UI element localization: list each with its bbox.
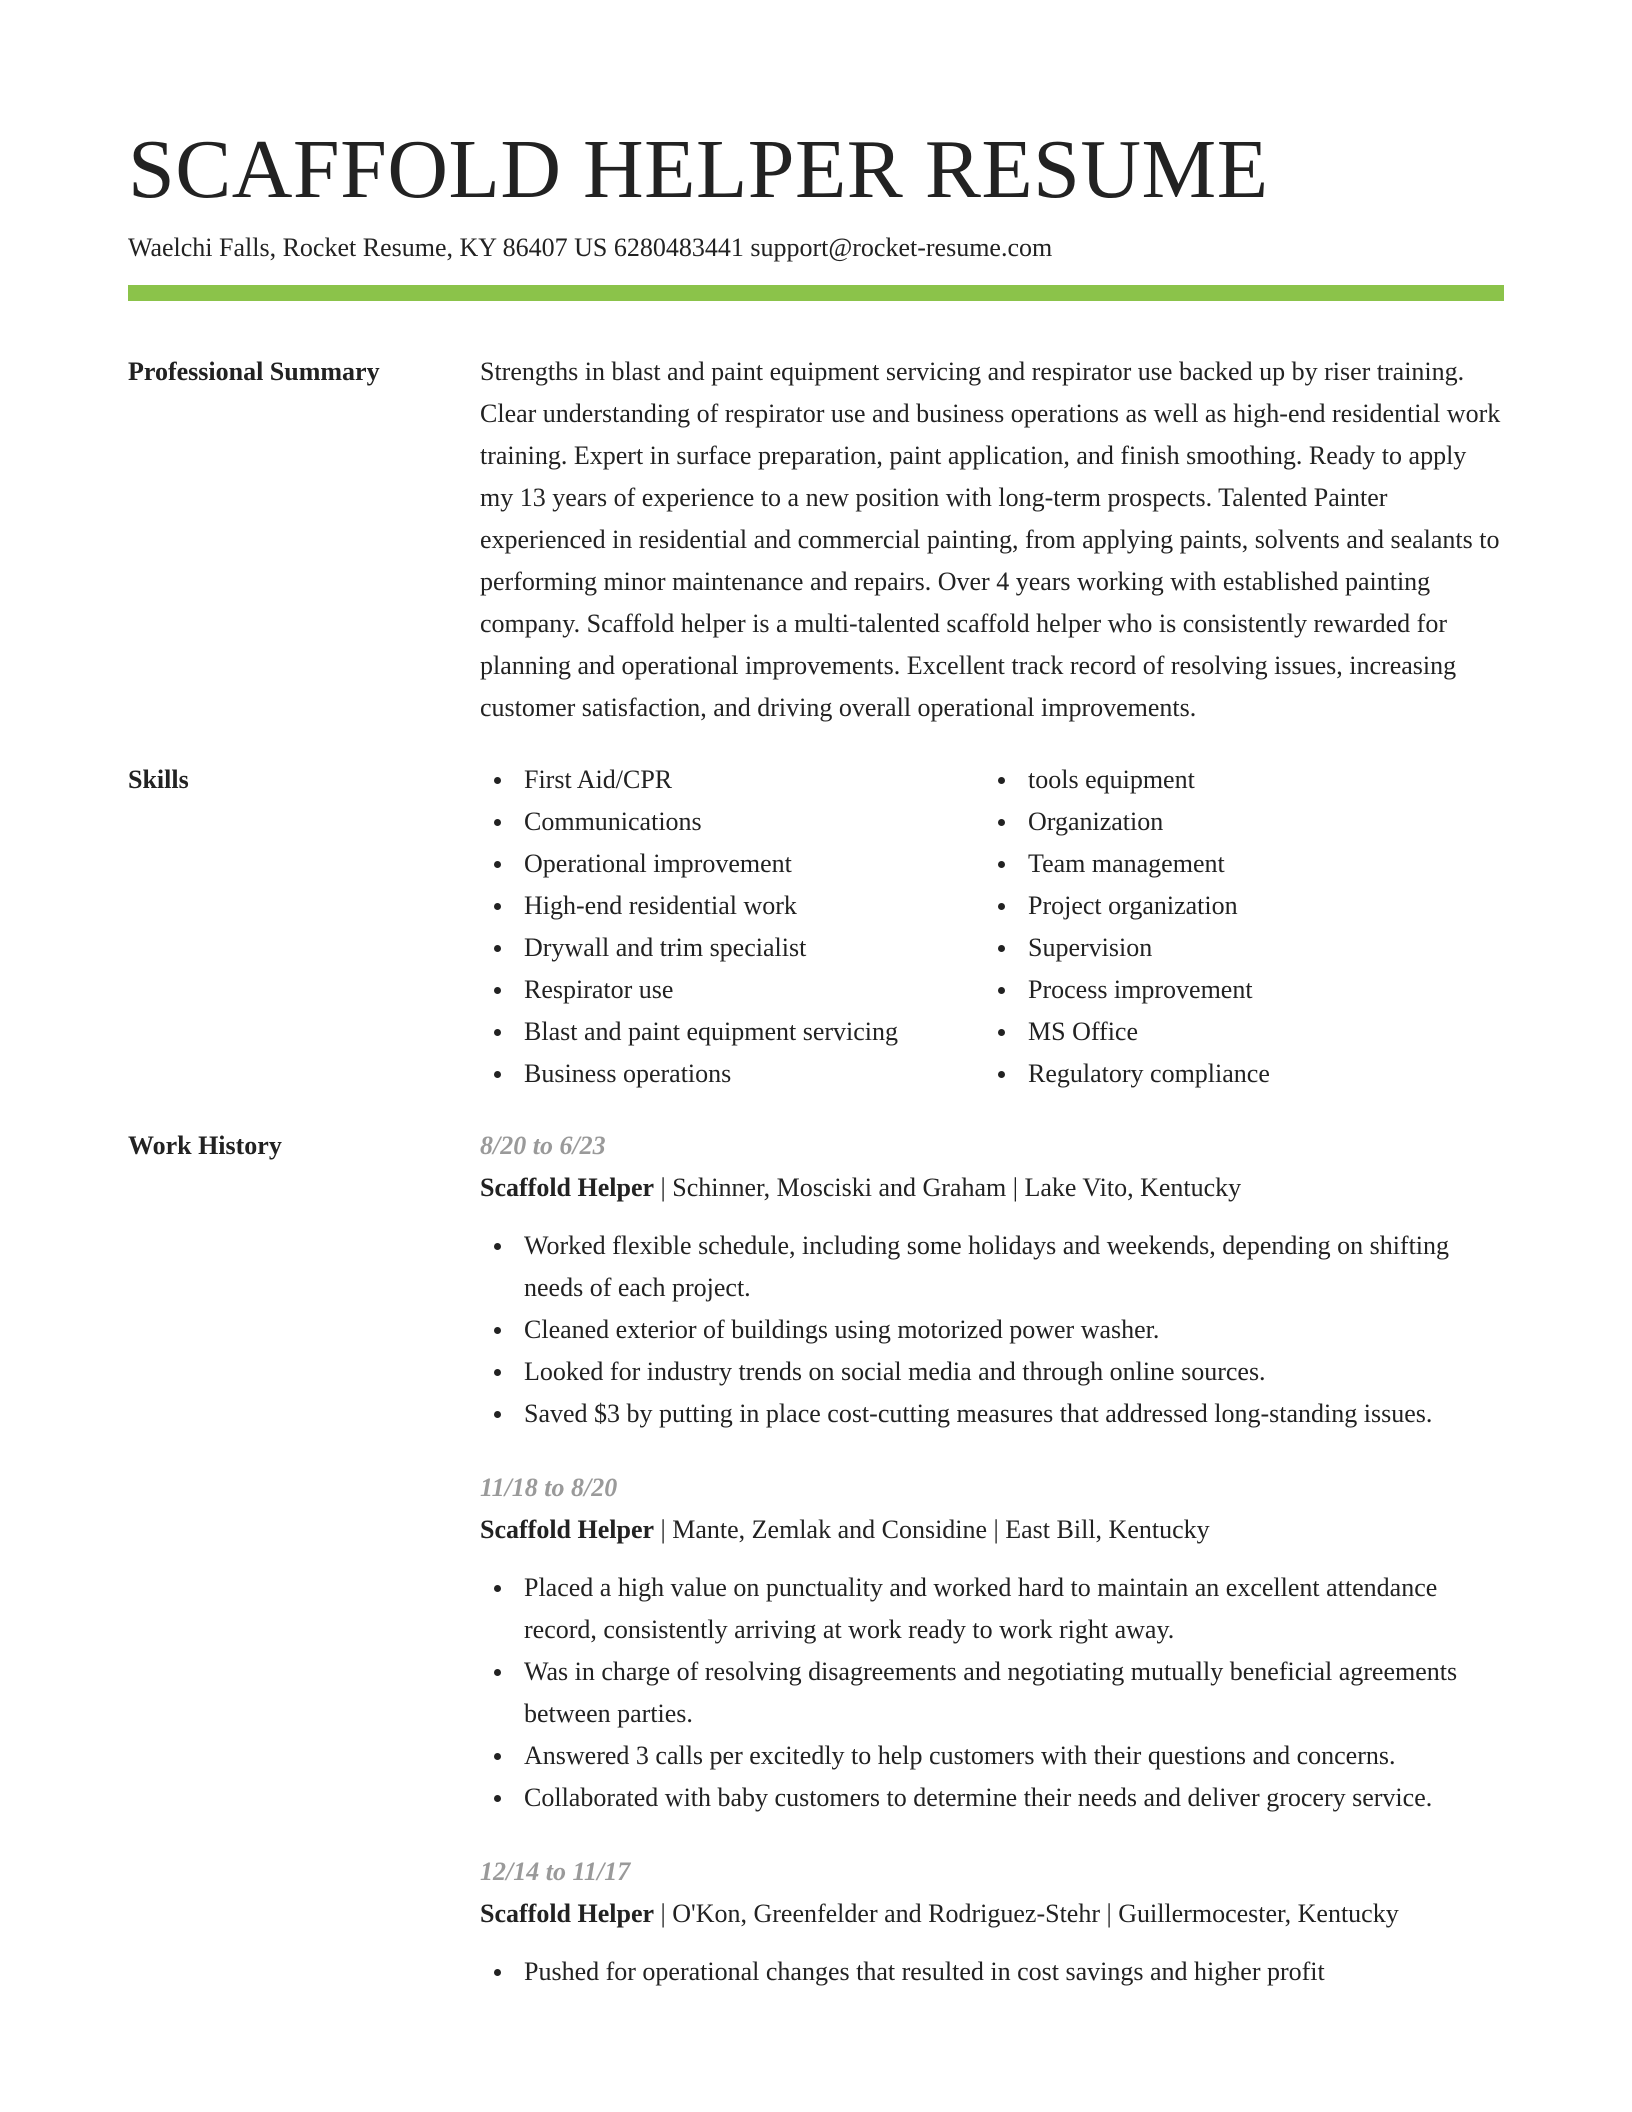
job-bullets xyxy=(480,1225,1504,1435)
skill-item: tools equipment xyxy=(984,759,1488,801)
job-details: | O'Kon, Greenfelder and Rodriguez-Stehr | Guillermocester, Kentucky xyxy=(654,1899,1399,1928)
skill-item: Regulatory compliance xyxy=(984,1053,1488,1095)
skill-item: Respirator use xyxy=(480,969,984,1011)
section-label-summary: Professional Summary xyxy=(128,357,380,386)
job-entry xyxy=(480,1125,1504,1435)
skill-item: Project organization xyxy=(984,885,1488,927)
job-bullet: Looked for industry trends on social media and through online sources. xyxy=(480,1351,1504,1393)
skills-list-right xyxy=(984,759,1488,1095)
section-label-skills: Skills xyxy=(128,765,189,794)
skill-item: Organization xyxy=(984,801,1488,843)
job-bullet: Pushed for operational changes that resulted in cost savings and higher profit xyxy=(480,1951,1504,1993)
section-label-work: Work History xyxy=(128,1131,282,1160)
skill-item: Blast and paint equipment servicing xyxy=(480,1011,984,1053)
skill-item: Supervision xyxy=(984,927,1488,969)
job-heading xyxy=(480,1167,1504,1209)
job-bullet: Answered 3 calls per excitedly to help customers with their questions and concerns. xyxy=(480,1735,1504,1777)
job-heading xyxy=(480,1893,1504,1935)
job-details: | Schinner, Mosciski and Graham | Lake Vito, Kentucky xyxy=(654,1173,1242,1202)
job-details: | Mante, Zemlak and Considine | East Bill, Kentucky xyxy=(654,1515,1210,1544)
resume-page xyxy=(128,120,1504,2025)
contact-line: Waelchi Falls, Rocket Resume, KY 86407 US 6280483441 support@rocket-resume.com xyxy=(128,233,1053,262)
skills-section xyxy=(128,759,1504,1095)
job-entry xyxy=(480,1851,1504,1993)
accent-divider xyxy=(128,285,1504,301)
skill-item: Drywall and trim specialist xyxy=(480,927,984,969)
page-title: SCAFFOLD HELPER RESUME xyxy=(128,123,1269,216)
skill-item: MS Office xyxy=(984,1011,1488,1053)
skill-item: Operational improvement xyxy=(480,843,984,885)
job-bullet: Worked flexible schedule, including some holidays and weekends, depending on shifting needs of each project. xyxy=(480,1225,1504,1309)
skill-item: Team management xyxy=(984,843,1488,885)
job-title: Scaffold Helper xyxy=(480,1515,655,1544)
skill-item: First Aid/CPR xyxy=(480,759,984,801)
skill-item: Process improvement xyxy=(984,969,1488,1011)
summary-section xyxy=(128,351,1504,729)
job-bullet: Cleaned exterior of buildings using motorized power washer. xyxy=(480,1309,1504,1351)
job-title: Scaffold Helper xyxy=(480,1173,655,1202)
work-history-section xyxy=(128,1125,1504,2025)
skills-columns xyxy=(480,759,1504,1095)
job-bullet: Was in charge of resolving disagreements and negotiating mutually beneficial agreements between parties. xyxy=(480,1651,1504,1735)
job-bullet: Placed a high value on punctuality and worked hard to maintain an excellent attendance record, consistently arriving at work ready to work right away. xyxy=(480,1567,1504,1651)
skill-item: Business operations xyxy=(480,1053,984,1095)
work-history-list xyxy=(480,1125,1504,2025)
job-title: Scaffold Helper xyxy=(480,1899,655,1928)
job-bullet: Saved $3 by putting in place cost-cutting measures that addressed long-standing issues. xyxy=(480,1393,1504,1435)
summary-text: Strengths in blast and paint equipment servicing and respirator use backed up by riser training. Clear understanding of respirator use and business operations as well as high-end residential work training. Expert in surface preparation, paint application, and finish smoothing. Ready to apply my 13 years of experience to a new position with long-term prospects. Talented Painter experienced in residential and commercial painting, from applying paints, solvents and sealants to performing minor maintenance and repairs. Over 4 years working with established painting company. Scaffold helper is a multi-talented scaffold helper who is consistently rewarded for planning and operational improvements. Excellent track record of resolving issues, increasing customer satisfaction, and driving overall operational improvements. xyxy=(480,357,1501,722)
job-bullets xyxy=(480,1951,1504,1993)
job-dates: 12/14 to 11/17 xyxy=(480,1857,631,1886)
skill-item: High-end residential work xyxy=(480,885,984,927)
job-bullet: Collaborated with baby customers to determine their needs and deliver grocery service. xyxy=(480,1777,1504,1819)
job-entry xyxy=(480,1467,1504,1819)
job-dates: 11/18 to 8/20 xyxy=(480,1473,618,1502)
skill-item: Communications xyxy=(480,801,984,843)
job-heading xyxy=(480,1509,1504,1551)
job-bullets xyxy=(480,1567,1504,1819)
skills-list-left xyxy=(480,759,984,1095)
job-dates: 8/20 to 6/23 xyxy=(480,1131,606,1160)
